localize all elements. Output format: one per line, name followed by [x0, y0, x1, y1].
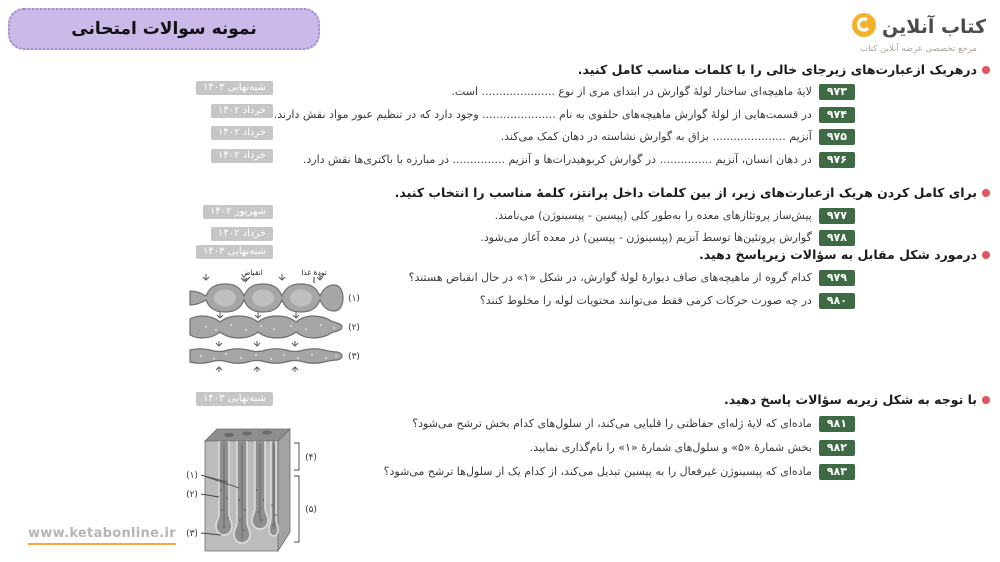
section-bullet-icon [982, 66, 990, 74]
question-text: لایهٔ ماهیچه‌ای ساختار لولهٔ گوارش در ابتدای مری از نوع ..................... است. [451, 85, 812, 98]
question-row-976 [303, 152, 855, 168]
stage-label-1: (۱) [348, 294, 360, 304]
page-title: نمونه سوالات امتحانی [8, 8, 320, 50]
date-badge: شبه‌نهایی ۱۴۰۳ [196, 81, 273, 95]
question-row-982 [530, 440, 855, 456]
question-row-983 [384, 464, 855, 480]
question-number-badge: ۹۷۵ [819, 129, 855, 145]
section-header-4: با توجه به شکل زیربه سؤالات پاسخ دهید. [724, 392, 990, 407]
website-url: www.ketabonline.ir [28, 526, 176, 545]
block-side-face [278, 429, 290, 551]
question-row-978 [480, 230, 855, 246]
date-badge: خرداد ۱۴۰۲ [211, 227, 273, 241]
stage-label-3: (۳) [348, 352, 360, 362]
question-number-badge: ۹۷۶ [819, 152, 855, 168]
question-number-badge: ۹۸۱ [819, 416, 855, 432]
question-text: کدام گروه از ماهیچه‌های صاف دیوارهٔ لولهٔ گوارش، در شکل «۱» در حال انقباض هستند؟ [408, 271, 812, 284]
date-badge: خرداد ۱۴۰۲ [211, 126, 273, 140]
part-label-5: (۵) [305, 505, 317, 515]
logo-subtitle: مرجع تخصصی عرضه آنلاین کتاب [860, 44, 977, 54]
tube-stage-1 [190, 274, 343, 312]
question-text: ماده‌ای که پپسینوژن غیرفعال را به پپسین تبدیل می‌کند، از کدام یک از سلول‌ها ترشح می‌شود؟ [383, 465, 812, 478]
question-number-badge: ۹۸۲ [819, 440, 855, 456]
question-text: در چه صورت حرکات کرمی فقط می‌توانند محتویات لوله را مخلوط کنند؟ [479, 294, 812, 307]
logo [851, 12, 986, 54]
section-header-3: درمورد شکل مقابل به سؤالات زیرپاسخ دهید. [699, 247, 990, 262]
date-badge: شبه‌نهایی ۱۴۰۳ [196, 245, 273, 259]
question-number-badge: ۹۷۳ [819, 84, 855, 100]
stomach-wall-diagram [183, 420, 358, 560]
date-badge: خرداد ۱۴۰۲ [211, 149, 273, 163]
part-label-4: (۴) [305, 453, 317, 463]
question-number-badge: ۹۷۹ [819, 270, 855, 286]
logo-icon [851, 12, 877, 42]
question-row-977 [495, 208, 855, 224]
peristalsis-diagram [186, 268, 366, 380]
question-row-974 [274, 107, 855, 123]
question-text: ماده‌ای که لایهٔ ژله‌ای حفاظتی را قلیایی می‌کند، از سلول‌های کدام بخش ترشح می‌شود؟ [412, 417, 812, 430]
tube-stage-2 [190, 312, 342, 338]
section-bullet-icon [982, 396, 990, 404]
part-label-2: (۲) [186, 490, 198, 500]
section-header-1: درهریک ازعبارت‌های زیرجای خالی را با کلمات مناسب کامل کنید. [578, 62, 990, 77]
question-text: در قسمت‌هایی از لولهٔ گوارش ماهیچه‌های حلقوی به نام ..................... وجود دارد که در تنظیم عبور مواد نقش دارند. [273, 108, 812, 121]
question-number-badge: ۹۸۰ [819, 293, 855, 309]
stage-label-2: (۲) [348, 323, 360, 333]
question-row-979 [409, 270, 855, 286]
question-text: آنزیم ..................... بزاق به گوارش نشاسته در دهان کمک می‌کند. [500, 130, 812, 143]
question-number-badge: ۹۷۴ [819, 107, 855, 123]
question-row-981 [412, 416, 855, 432]
part-label-1: (۱) [186, 471, 198, 481]
question-text: گوارش پروتئین‌ها توسط آنزیم (پپسینوژن - پپسین) در معده آغاز می‌شود. [480, 231, 812, 244]
question-row-980 [480, 293, 855, 309]
date-badge: شهریور ۱۴۰۲ [203, 205, 273, 219]
question-number-badge: ۹۷۷ [819, 208, 855, 224]
section-bullet-icon [982, 189, 990, 197]
contraction-label: انقباض [241, 268, 263, 277]
question-text: پیش‌ساز پروتئازهای معده را به‌طور کلی (پپسین - پپسینوژن) می‌نامند. [494, 209, 812, 222]
date-badge: شبه‌نهایی ۱۴۰۳ [196, 392, 273, 406]
logo-title: کتاب آنلاین [882, 16, 986, 38]
bracket [294, 443, 299, 542]
part-label-3: (۳) [186, 529, 198, 539]
section-bullet-icon [982, 251, 990, 259]
question-text: بخش شمارهٔ «۵» و سلول‌های شمارهٔ «۱» را نام‌گذاری نمایید. [529, 441, 812, 454]
question-number-badge: ۹۷۸ [819, 230, 855, 246]
tube-stage-3 [190, 341, 342, 372]
question-row-975 [501, 129, 855, 145]
section-header-2: برای کامل کردن هریک ازعبارت‌های زیر، از بین کلمات داخل پرانتز، کلمهٔ مناسب را انتخاب کنید. [395, 185, 990, 200]
question-row-973 [451, 84, 855, 100]
food-mass-label: تودهٔ غذا [301, 268, 327, 277]
date-badge: خرداد ۱۴۰۲ [211, 104, 273, 118]
question-number-badge: ۹۸۳ [819, 464, 855, 480]
question-text: در دهان انسان، آنزیم ............... در گوارش کربوهیدرات‌ها و آنزیم ............... در مبارزه با باکتری‌ها نقش دارد. [302, 153, 812, 166]
